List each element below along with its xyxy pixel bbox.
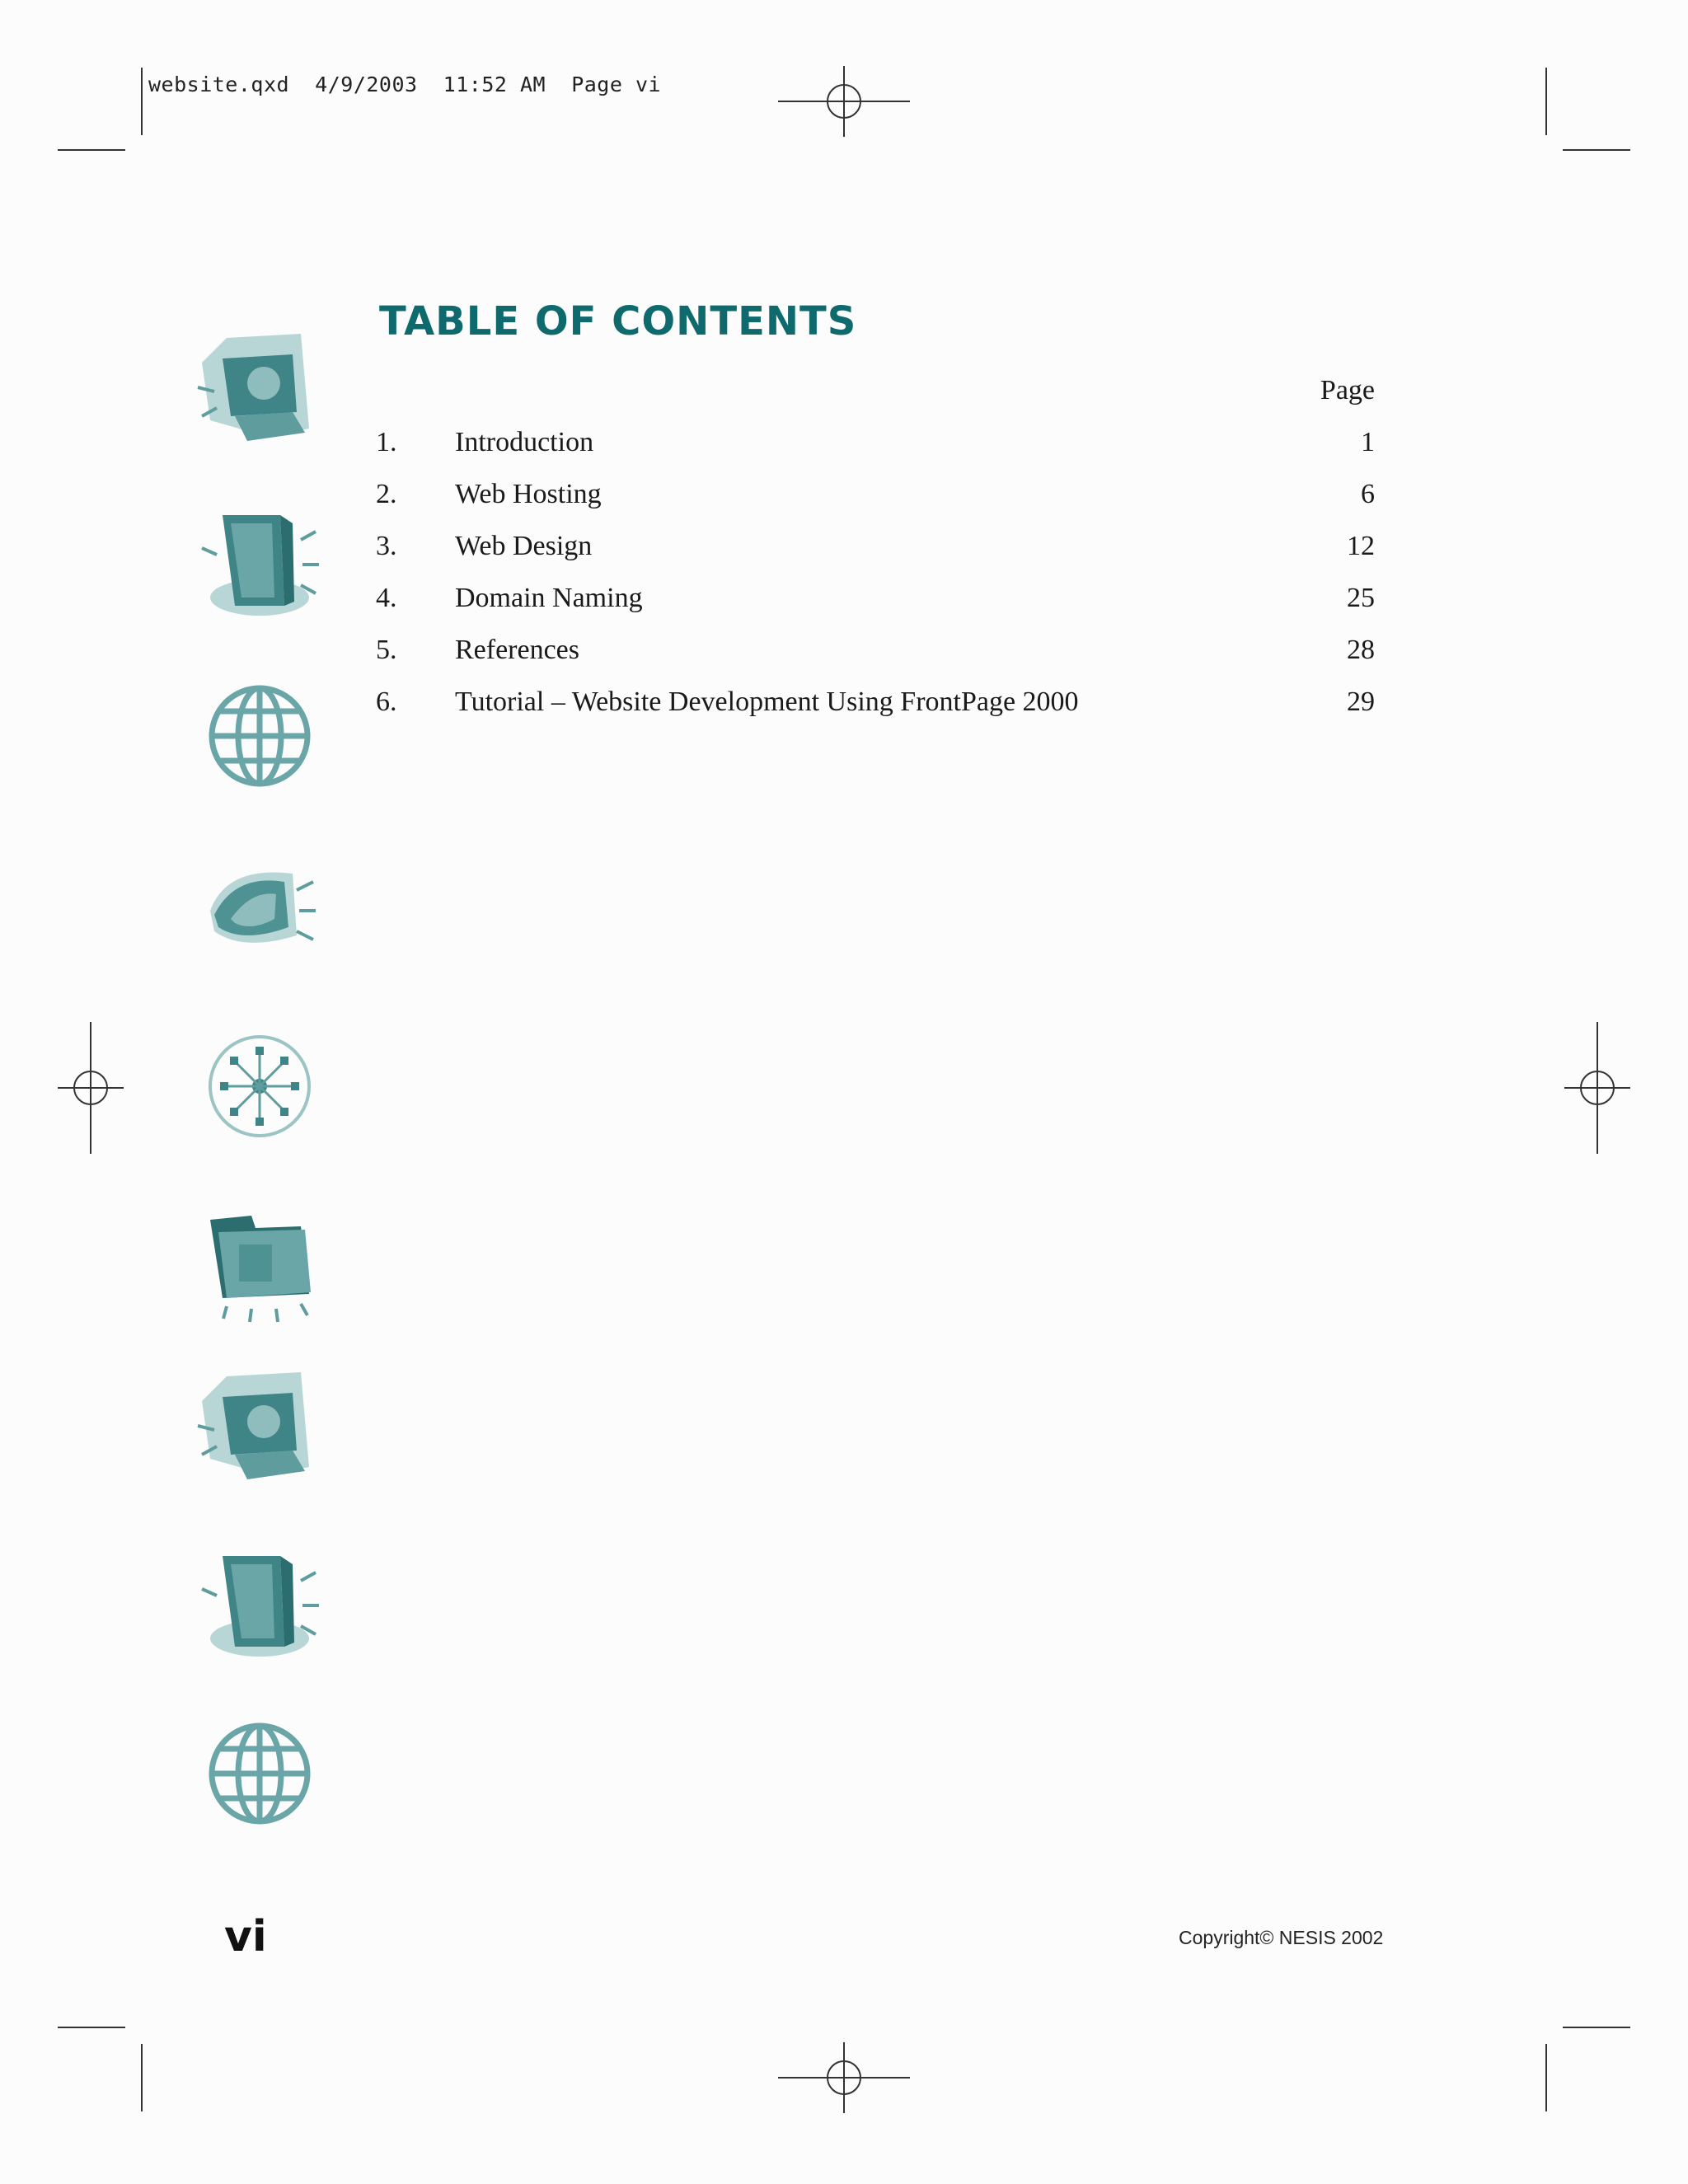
- computer-icon: [198, 334, 309, 441]
- toc-label: Domain Naming: [455, 583, 643, 613]
- toc-page: 12: [1347, 531, 1375, 561]
- network-hub-icon: [210, 1037, 309, 1136]
- server-tower-icon: [202, 1556, 319, 1657]
- toc-page: 28: [1347, 635, 1375, 665]
- toc-label: Web Hosting: [455, 479, 602, 509]
- toc-label: Tutorial – Website Development Using FrontPage 2000: [455, 687, 1079, 717]
- toc-label: Web Design: [455, 531, 593, 561]
- copyright-notice: Copyright© NESIS 2002: [1179, 1927, 1384, 1948]
- server-tower-icon: [202, 515, 319, 616]
- toc-page: 6: [1361, 479, 1375, 509]
- toc-number: 2.: [376, 479, 397, 509]
- toc-number: 4.: [376, 583, 397, 613]
- satellite-dish-icon: [210, 872, 316, 942]
- toc-number: 6.: [376, 687, 397, 717]
- toc-number: 5.: [376, 635, 397, 665]
- toc-page: 25: [1347, 583, 1375, 613]
- globe-icon: [212, 1726, 307, 1821]
- toc-number: 1.: [376, 427, 397, 457]
- print-slug-line: website.qxd 4/9/2003 11:52 AM Page vi: [148, 73, 662, 96]
- computer-icon: [198, 1372, 309, 1479]
- folder-icon: [210, 1216, 311, 1322]
- toc-number: 3.: [376, 531, 397, 561]
- page-column-header: Page: [1320, 375, 1375, 405]
- toc-page: 29: [1347, 687, 1375, 717]
- toc-page: 1: [1361, 427, 1375, 457]
- page-title: TABLE OF CONTENTS: [379, 298, 857, 344]
- page-folio: vi: [224, 1912, 267, 1961]
- toc-label: Introduction: [455, 427, 594, 457]
- toc-label: References: [455, 635, 580, 665]
- globe-icon: [212, 688, 307, 784]
